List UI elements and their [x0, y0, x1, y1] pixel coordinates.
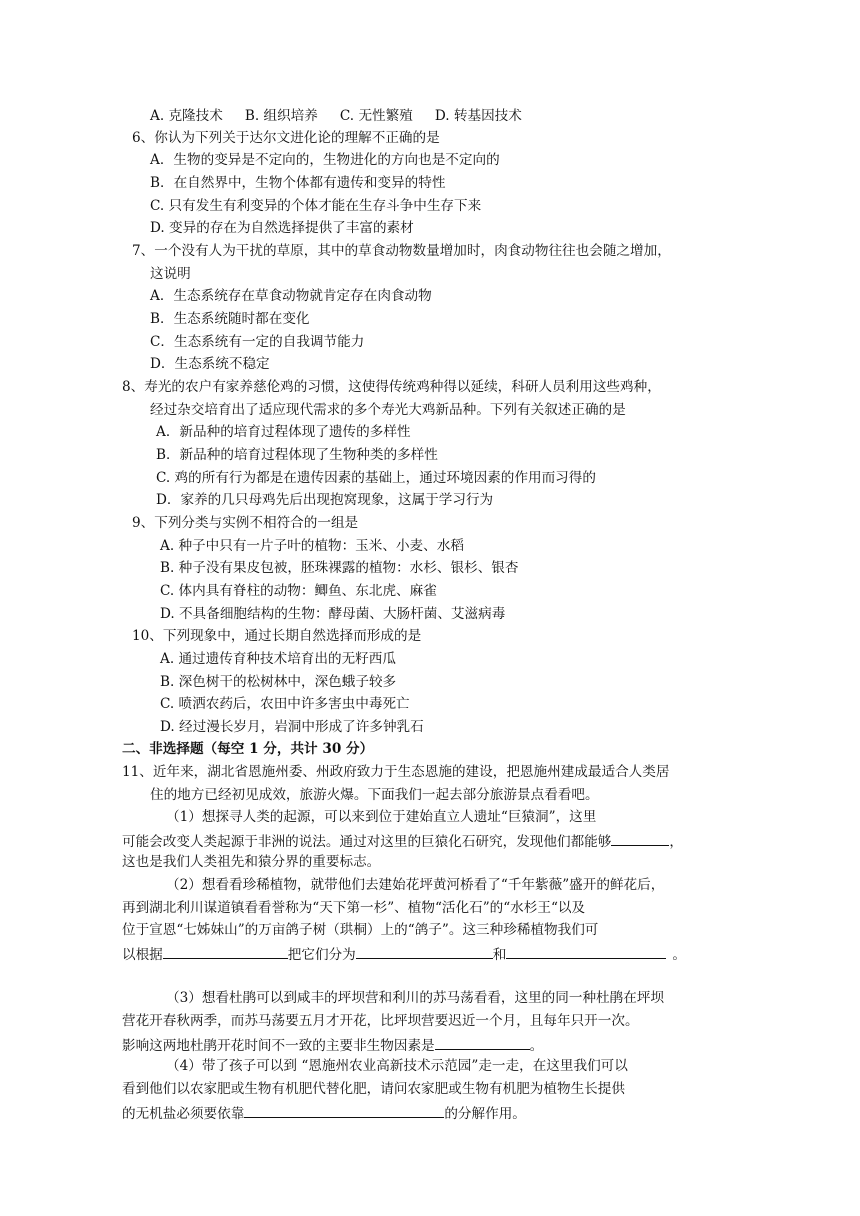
- answer-blank-6[interactable]: [244, 1103, 444, 1118]
- q6-option-c: C. 只有发生有利变异的个体才能在生存斗争中生存下来: [150, 198, 482, 214]
- q9-option-a: A. 种子中只有一片子叶的植物：玉米、小麦、水稻: [160, 538, 464, 554]
- q7-option-d: D．生态系统不稳定: [150, 356, 270, 372]
- q7-option-a: A．生态系统存在草食动物就肯定存在肉食动物: [150, 288, 432, 304]
- q11-part2-text-d: 。: [672, 947, 686, 963]
- answer-blank-1[interactable]: [611, 831, 669, 846]
- q11-part3-line1: （3）想看杜鹃可以到咸丰的坪坝营和利川的苏马荡看看，这里的同一种杜鹃在坪坝: [166, 990, 665, 1006]
- q11-part3-period: 。: [529, 1038, 544, 1054]
- q11-part3-text: 影响这两地杜鹃开花时间不一致的主要非生物因素是: [122, 1038, 435, 1054]
- q11-part3-line3: [122, 1035, 543, 1055]
- q9-option-c: C. 体内具有脊柱的动物：鲫鱼、东北虎、麻雀: [160, 583, 437, 599]
- q11-part1-line2: [122, 831, 683, 851]
- q10-option-c: C. 喷洒农药后，农田中许多害虫中毒死亡: [160, 696, 410, 712]
- q9-option-b: B. 种子没有果皮包被，胚珠裸露的植物：水杉、银杉、银杏: [160, 560, 519, 576]
- q10-option-d: D. 经过漫长岁月，岩洞中形成了许多钟乳石: [160, 719, 424, 735]
- q11-part2-text-c: 和: [492, 947, 507, 963]
- q9-option-d: D. 不具备细胞结构的生物：酵母菌、大肠杆菌、艾滋病毒: [160, 606, 506, 622]
- q11-part4-line1: （4）带了孩子可以到 “恩施州农业高新技术示范园”走一走，在这里我们可以: [166, 1058, 628, 1074]
- q6-option-b: B．在自然界中，生物个体都有遗传和变异的特性: [150, 175, 446, 191]
- q11-part4-text-b: 的分解作用。: [444, 1106, 526, 1122]
- q5-option-a: A. 克隆技术: [150, 108, 223, 124]
- q10-option-a: A. 通过遗传育种技术培育出的无籽西瓜: [160, 651, 396, 667]
- q7-option-c: C．生态系统有一定的自我调节能力: [150, 334, 365, 350]
- q11-part1-line3: 这也是我们人类祖先和猿分界的重要标志。: [122, 854, 381, 870]
- q11-part2-line2: 再到湖北利川谋道镇看看誉称为“天下第一杉”、植物“活化石”的“水杉王“以及: [122, 900, 586, 916]
- answer-blank-5[interactable]: [435, 1035, 530, 1050]
- q9-stem: 9、下列分类与实例不相符合的一组是: [132, 515, 359, 531]
- answer-blank-2[interactable]: [163, 944, 288, 959]
- q11-part2-text-b: 把它们分为: [287, 947, 356, 963]
- answer-blank-4[interactable]: [506, 944, 666, 959]
- q8-option-c: C. 鸡的所有行为都是在遗传因素的基础上，通过环境因素的作用而习得的: [156, 470, 596, 486]
- q11-part2-line4: [122, 944, 686, 964]
- q11-part1-comma: ，: [669, 834, 683, 850]
- q10-stem: 10、下列现象中，通过长期自然选择而形成的是: [132, 628, 422, 644]
- q8-option-b: B．新品种的培育过程体现了生物种类的多样性: [156, 447, 438, 463]
- q11-intro-line1: 11、近年来，湖北省恩施州委、州政府致力于生态恩施的建设，把恩施州建成最适合人类居: [122, 764, 670, 780]
- answer-blank-3[interactable]: [356, 944, 493, 959]
- q11-part4-text-a: 的无机盐必须要依靠: [122, 1106, 245, 1122]
- q6-stem: 6、你认为下列关于达尔文进化论的理解不正确的是: [132, 130, 440, 146]
- q11-part4-line2: 看到他们以农家肥或生物有机肥代替化肥，请问农家肥或生物有机肥为植物生长提供: [122, 1081, 625, 1097]
- q11-part1-line1: （1）想探寻人类的起源，可以来到位于建始直立人遗址“巨猿洞”，这里: [166, 809, 597, 825]
- q11-part2-line3: 位于宣恩“七姊妹山”的万亩鸽子树（珙桐）上的“鸽子”。这三种珍稀植物我们可: [122, 922, 599, 938]
- q8-option-d: D．家养的几只母鸡先后出现抱窝现象，这属于学习行为: [156, 492, 494, 508]
- q11-part2-line1: （2）想看看珍稀植物，就带他们去建始花坪黄河桥看了“千年紫薇”盛开的鲜花后，: [166, 877, 665, 893]
- q11-part3-line2: 营花开春秋两季，而苏马荡要五月才开花，比坪坝营要迟近一个月，且每年只开一次。: [122, 1013, 639, 1029]
- q11-part2-text-a: 以根据: [122, 947, 163, 963]
- q5-option-d: D. 转基因技术: [434, 108, 522, 124]
- q6-option-a: A．生物的变异是不定向的，生物进化的方向也是不定向的: [150, 152, 500, 168]
- section-2-title: 二、非选择题（每空 1 分，共计 30 分）: [122, 741, 374, 757]
- q8-stem-line1: 8、寿光的农户有家养慈伦鸡的习惯，这使得传统鸡种得以延续，科研人员利用这些鸡种，: [122, 379, 661, 395]
- q8-option-a: A．新品种的培育过程体现了遗传的多样性: [156, 424, 411, 440]
- q5-option-c: C. 无性繁殖: [339, 108, 413, 124]
- q5-options: [150, 107, 522, 125]
- q7-stem-line1: 7、一个没有人为干扰的草原，其中的草食动物数量增加时，肉食动物往往也会随之增加，: [132, 243, 671, 259]
- q11-part1-text: 可能会改变人类起源于非洲的说法。通过对这里的巨猿化石研究，发现他们都能够: [122, 834, 612, 850]
- q5-option-b: B. 组织培养: [244, 108, 318, 124]
- q10-option-b: B. 深色树干的松树林中，深色蛾子较多: [160, 674, 397, 690]
- q11-part4-line3: [122, 1103, 526, 1123]
- q7-option-b: B．生态系统随时都在变化: [150, 311, 310, 327]
- q7-stem-line2: 这说明: [150, 266, 191, 282]
- q8-stem-line2: 经过杂交培育出了适应现代需求的多个寿光大鸡新品种。下列有关叙述正确的是: [150, 402, 626, 418]
- q6-option-d: D. 变异的存在为自然选择提供了丰富的素材: [150, 220, 414, 236]
- q11-intro-line2: 住的地方已经初见成效，旅游火爆。下面我们一起去部分旅游景点看看吧。: [150, 787, 599, 803]
